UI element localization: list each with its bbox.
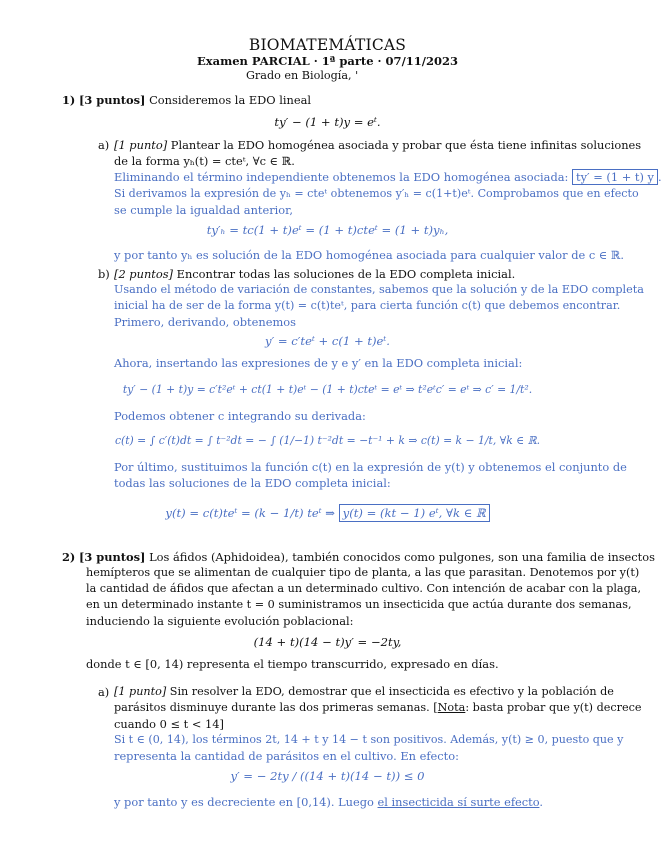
part-2a-solution-line1: Si t ∈ (0, 14), los términos 2t, 14 + t y 14 − t son positivos. Además, y(t) ≥ 0, puesto que y	[114, 733, 624, 746]
part-2a-equation: y′ = − 2ty / ((14 + t)(14 − t)) ≤ 0	[230, 769, 425, 783]
part-1b-statement: [2 puntos] Encontrar todas las soluciones de la EDO completa inicial.	[114, 267, 516, 281]
problem-1-points: [3 puntos]	[78, 93, 146, 107]
part-1b-solution-line2: inicial ha de ser de la forma y(t) = c(t)teᵗ, para cierta función c(t) que debemos encontrar.	[114, 299, 621, 312]
problem-1-equation: ty′ − (1 + t)y = eᵗ.	[274, 115, 381, 129]
part-2a-solution-line3: y por tanto y es decreciente en [0,14). Luego el insecticida sí surte efecto.	[114, 795, 544, 809]
note-label: Nota	[437, 701, 466, 714]
part-1b-solution-line7: todas las soluciones de la EDO completa inicial:	[114, 476, 391, 490]
problem-1-number: 1)	[62, 93, 76, 107]
part-1b-solution-line6: Por último, sustituimos la función c(t) en la expresión de y(t) y obtenemos el conjunto de	[114, 460, 627, 474]
part-1b-equation-2: ty′ − (1 + t)y = c′t²eᵗ + ct(1 + t)eᵗ − (1 + t)cteᵗ = eᵗ ⇒ t²eᵗc′ = eᵗ ⇒ c′ = 1/t².	[122, 383, 533, 396]
homogeneous-edo-box: ty′ = (1 + t) y	[572, 169, 658, 185]
problem-2-equation: (14 + t)(14 − t)y′ = −2ty,	[253, 635, 402, 649]
problem-2-line5: induciendo la siguiente evolución poblacional:	[86, 614, 354, 628]
general-solution-box: y(t) = (kt − 1) eᵗ, ∀k ∈ ℝ	[339, 504, 490, 522]
part-1b-equation-4: y(t) = c(t)teᵗ = (k − 1/t) teᵗ ⇒ y(t) = (kt − 1) eᵗ, ∀k ∈ ℝ	[0, 505, 655, 521]
part-2a-statement-line2: parásitos disminuye durante las dos primeras semanas. [Nota: basta probar que y(t) decrece	[114, 701, 642, 714]
part-1a-label: a)	[98, 138, 110, 152]
part-1a-solution-line2: Si derivamos la expresión de yₕ = cteᵗ obtenemos y′ₕ = c(1+t)eᵗ. Comprobamos que en efecto	[114, 187, 639, 200]
part-2a-points: [1 punto]	[114, 685, 167, 698]
part-1b-points: [2 puntos]	[114, 267, 173, 281]
exam-subtitle: Examen PARCIAL · 1ª parte · 07/11/2023	[197, 54, 458, 68]
part-1b-solution-line3: Primero, derivando, obtenemos	[114, 315, 296, 329]
part-1a-statement: [1 punto] Plantear la EDO homogénea asociada y probar que ésta tiene infinitas soluciones	[114, 138, 642, 152]
page-title: BIOMATEMÁTICAS	[248, 36, 407, 54]
part-1b-solution-line4: Ahora, insertando las expresiones de y e y′ en la EDO completa inicial:	[114, 356, 523, 370]
problem-1-statement	[62, 92, 311, 108]
part-1b-solution-line5: Podemos obtener c integrando su derivada:	[114, 409, 366, 423]
part-1a-statement-line2: de la forma yₕ(t) = cteᵗ, ∀c ∈ ℝ.	[114, 154, 295, 168]
problem-1-text: Consideremos la EDO lineal	[149, 93, 312, 107]
part-2a-statement: [1 punto] Sin resolver la EDO, demostrar que el insecticida es efectivo y la población de	[114, 685, 614, 698]
part-1a-equation: ty′ₕ = tc(1 + t)eᵗ = (1 + t)cteᵗ = (1 + t)yₕ,	[206, 223, 449, 237]
part-1a-points: [1 punto]	[114, 138, 168, 152]
part-1a-solution-line1: Eliminando el término independiente obtenemos la EDO homogénea asociada: ty′ = (1 + t) y .	[114, 170, 662, 184]
part-1b-solution-line1: Usando el método de variación de constantes, sabemos que la solución y de la EDO completa	[114, 283, 644, 296]
part-1a-solution-line4: y por tanto yₕ es solución de la EDO homogénea asociada para cualquier valor de c ∈ ℝ.	[114, 248, 624, 262]
conclusion-underlined: el insecticida sí surte efecto	[377, 795, 540, 809]
part-2a-statement-line3: cuando 0 ≤ t < 14]	[114, 717, 224, 731]
part-1a-solution-line3: se cumple la igualdad anterior,	[114, 203, 293, 217]
problem-2-line4: en un determinado instante t = 0 suministramos un insecticida que actúa durante dos semanas,	[86, 598, 632, 611]
part-1b-equation-3: c(t) = ∫ c′(t)dt = ∫ t⁻²dt = − ∫ (1/−1) t⁻²dt = −t⁻¹ + k ⇒ c(t) = k − 1/t, ∀k ∈ ℝ.	[114, 434, 541, 447]
problem-2-number: 2)	[62, 550, 76, 564]
problem-2-line1: 2) [3 puntos] Los áfidos (Aphidoidea), también conocidos como pulgones, son una familia de insectos	[62, 550, 655, 564]
part-2a-label: a)	[98, 685, 110, 699]
part-1b-label: b)	[98, 267, 110, 281]
degree-line: Grado en Biología, '	[246, 69, 359, 82]
problem-2-points: [3 puntos]	[78, 550, 146, 564]
part-1b-equation-1: y′ = c′teᵗ + c(1 + t)eᵗ.	[265, 334, 390, 348]
problem-2-line2: hemípteros que se alimentan de cualquier tipo de planta, a las que parasitan. Denotemos por y(t)	[86, 566, 640, 579]
problem-2-line3: la cantidad de áfidos que afectan a un determinado cultivo. Con intención de acabar con la plaga,	[86, 582, 641, 595]
problem-2-line6: donde t ∈ [0, 14) representa el tiempo transcurrido, expresado en días.	[86, 657, 499, 671]
part-2a-solution-line2: representa la cantidad de parásitos en el cultivo. En efecto:	[114, 749, 459, 763]
